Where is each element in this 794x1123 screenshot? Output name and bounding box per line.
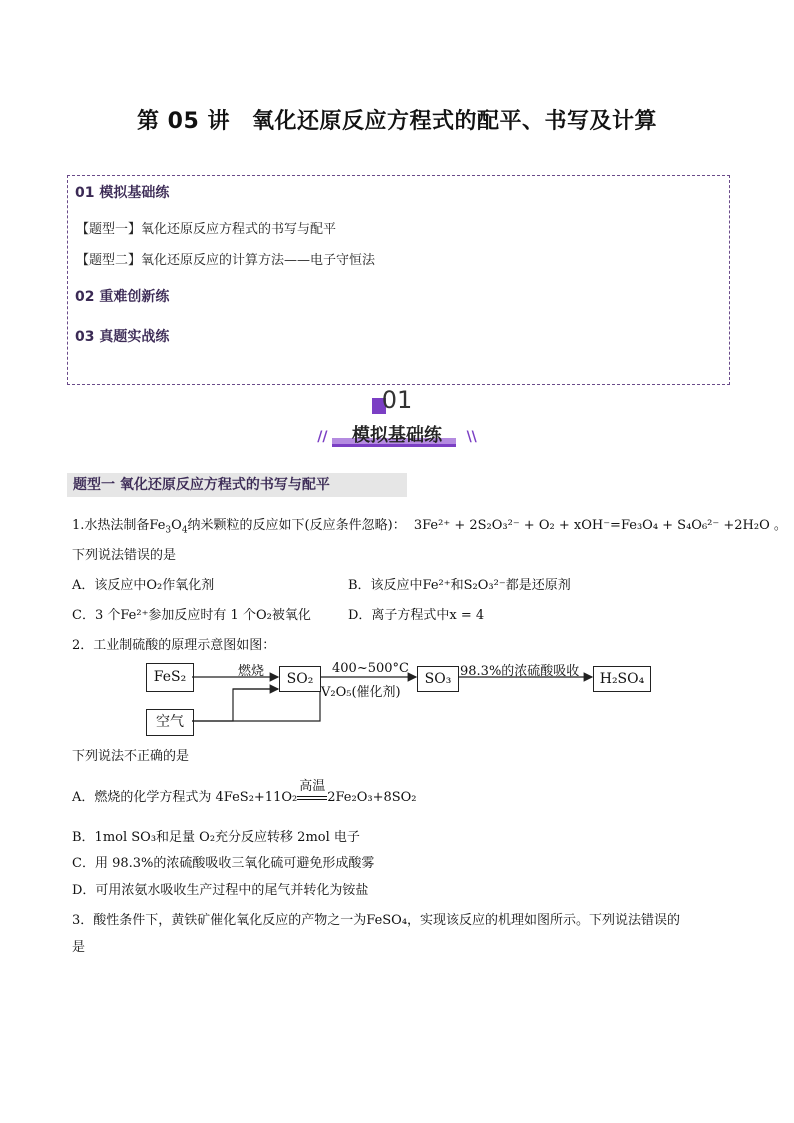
q2-option-a-pre: A．燃烧的化学方程式为 4FeS₂+11O₂	[72, 790, 298, 805]
q2-ask: 下列说法不正确的是	[72, 749, 190, 764]
reaction-condition	[297, 778, 327, 805]
q2-option-a[interactable]	[72, 778, 417, 805]
toc-section-2[interactable]: 02 重难创新练	[75, 289, 170, 305]
q1-stem-a: 1.水热法制备Fe	[72, 518, 166, 533]
node-h2so4: H₂SO₄	[593, 666, 651, 692]
q2-option-d[interactable]: D．可用浓氨水吸收生产过程中的尾气并转化为铵盐	[72, 883, 369, 898]
q1-stem-b: O	[171, 518, 182, 533]
q3-stem-line2: 是	[72, 940, 86, 955]
toc-section-3[interactable]: 03 真题实战练	[75, 329, 170, 345]
q1-stem-c: 纳米颗粒的反应如下(反应条件忽略)：	[187, 518, 406, 533]
slash-right-decoration: \\	[466, 429, 477, 445]
q2-option-a-post: 2Fe₂O₃+8SO₂	[327, 790, 417, 805]
q1-stem: 1.水热法制备$Fe_3O_4$纳米颗粒的反应如下(反应条件忽略)： 3Fe²⁺ + 2S₂O₃²⁻ + O₂ + xOH⁻=Fe₃O₄ + S₄O₆²⁻ +2H₂O 。	[72, 518, 787, 536]
label-catalyst: V₂O₅(催化剂)	[321, 685, 401, 700]
q1-equation: 3Fe²⁺ + 2S₂O₃²⁻ + O₂ + xOH⁻=Fe₃O₄ + S₄O₆²⁻ +2H₂O 。	[413, 518, 787, 533]
q1-option-b[interactable]: B．该反应中Fe²⁺和S₂O₃²⁻都是还原剂	[348, 578, 571, 593]
q1-ask: 下列说法错误的是	[72, 548, 177, 563]
lecture-topic: 氧化还原反应方程式的配平、书写及计算	[251, 109, 657, 134]
condition-high-temp: 高温	[299, 778, 326, 794]
label-temperature: 400~500°C	[332, 661, 409, 676]
section-number: 01	[381, 386, 413, 414]
q1-option-d[interactable]: D．离子方程式中x = 4	[348, 608, 485, 623]
node-so2: SO₂	[279, 666, 321, 692]
label-burn: 燃烧	[238, 664, 265, 679]
node-so3: SO₃	[417, 666, 459, 692]
lecture-number: 第 05 讲	[137, 109, 230, 134]
q1-option-a[interactable]: A．该反应中O₂作氧化剂	[72, 578, 215, 593]
question-type-label: 题型一 氧化还原反应方程式的书写与配平	[73, 477, 330, 493]
q2-stem: 2．工业制硫酸的原理示意图如图：	[72, 638, 276, 653]
toc-section-1[interactable]: 01 模拟基础练	[75, 185, 170, 201]
node-fes2: FeS₂	[146, 663, 194, 692]
q3-stem-line1: 3．酸性条件下，黄铁矿催化氧化反应的产物之一为FeSO₄，实现该反应的机理如图所示。下列说法错误的	[72, 913, 681, 928]
q1-option-c[interactable]: C．3 个Fe²⁺参加反应时有 1 个O₂被氧化	[72, 608, 311, 623]
toc-type-1[interactable]: 【题型一】氧化还原反应方程式的书写与配平	[76, 222, 337, 237]
q2-option-c[interactable]: C．用 98.3%的浓硫酸吸收三氧化硫可避免形成酸雾	[72, 856, 375, 871]
slash-left-decoration: //	[317, 429, 328, 445]
toc-type-2[interactable]: 【题型二】氧化还原反应的计算方法——电子守恒法	[76, 253, 376, 268]
q2-option-b[interactable]: B．1mol SO₃和足量 O₂充分反应转移 2mol 电子	[72, 830, 360, 845]
node-air: 空气	[146, 709, 194, 736]
label-absorb: 98.3%的浓硫酸吸收	[460, 664, 580, 679]
section-title-text: 模拟基础练	[352, 425, 442, 446]
